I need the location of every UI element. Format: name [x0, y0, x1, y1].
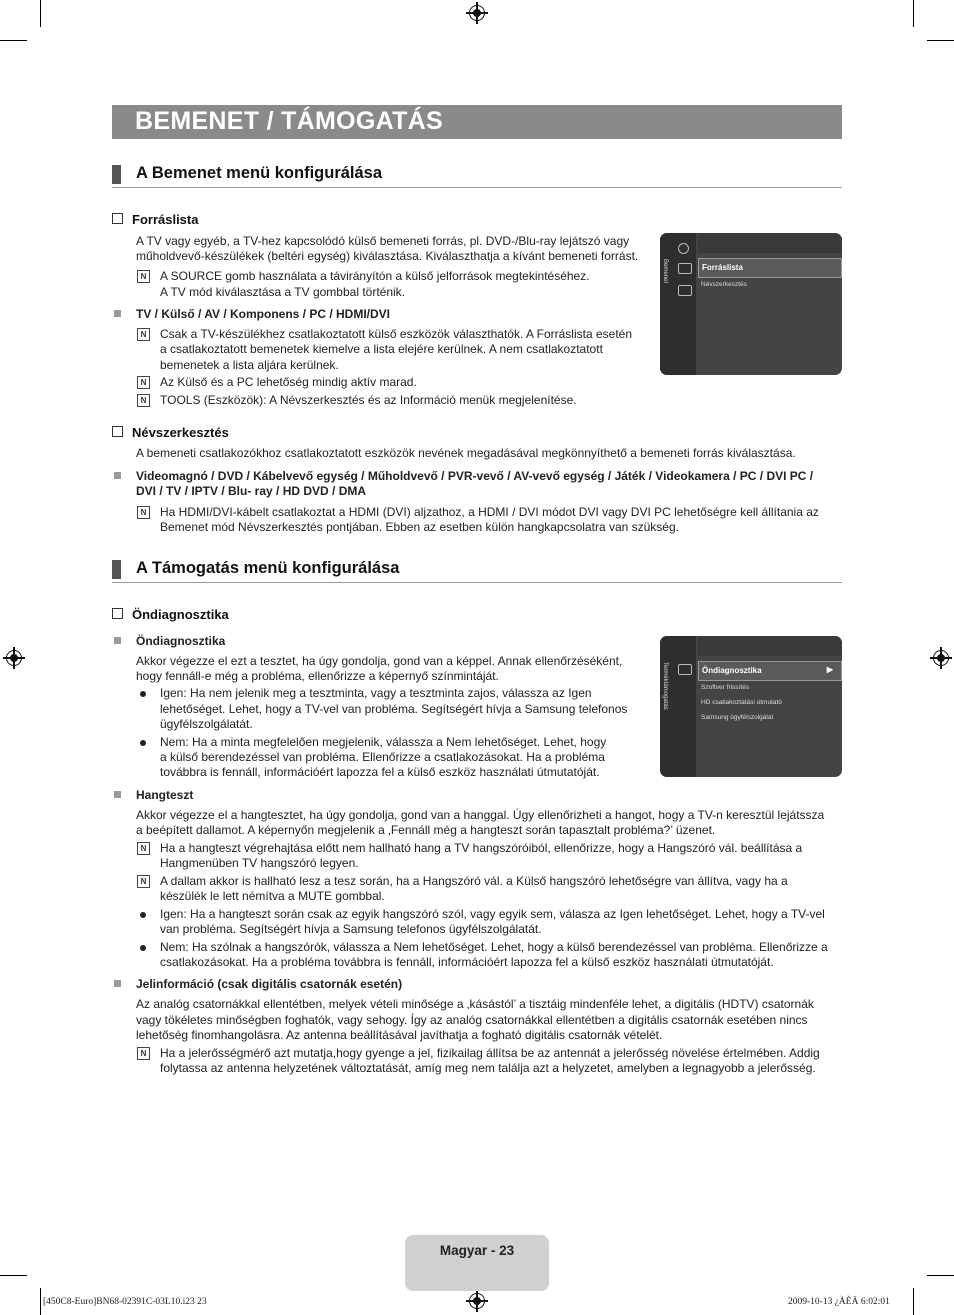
section-title: A Bemenet menü konfigurálása [136, 164, 383, 182]
note-text: Ha a jelerősségmérő azt mutatja,hogy gyenge a jel, fizikailag állítsa be az antennát a jelerősség növelése értelmében. Addig [160, 1046, 820, 1060]
page-number-box [405, 1235, 549, 1291]
subheading-ondiagnosztika: Öndiagnosztika [112, 607, 229, 622]
bullet-text: csatlakozásokat. Ha a probléma továbbra is fennáll, információért lapozza fel a külső eszköz használati útmutatóját. [160, 955, 774, 969]
print-info-left: [450C8-Euro]BN68-02391C-03L10.i23 23 [43, 1297, 207, 1307]
osd-side-label: Terméktámogatás [662, 662, 668, 710]
support-icon [678, 664, 692, 675]
input-icon [678, 263, 692, 274]
checkbox-icon [112, 213, 123, 224]
paragraph: lehetőség finomhangolásra. Az antenna beállításával javíthatja a fogható digitális csatornák vételét. [136, 1028, 663, 1042]
note-text: folytassa az antenna helyzetének változtatását, amíg meg nem találja azt a helyzetet, amelyben a legnagyobb a jelerősség. [160, 1061, 816, 1075]
note-text: Csak a TV-készülékhez csatlakoztatott külső eszközök választhatók. A Forráslista esetén [160, 327, 633, 341]
paragraph: hogy fennáll-e még a probléma, ellenőrizze a képernyő színmintáját. [136, 669, 499, 683]
osd-menu-item[interactable]: Samsung ügyfélszolgálat [701, 714, 774, 721]
bullet-icon [140, 740, 146, 746]
item-label: Hangteszt [136, 788, 194, 802]
note-text: Ha a hangteszt végrehajtása előtt nem hallható hang a TV hangszóróiból, ellenőrizze, hogy a Hangszóró vál. beállítása a [160, 841, 803, 855]
subheading-nevszerkesztes: Névszerkesztés [112, 425, 229, 440]
bullet-text: Nem: Ha szólnak a hangszórók, válassza a Nem lehetőséget. Lehet, hogy a külső berendezéssel van probléma. Ellenőrizze a [160, 940, 828, 954]
note-icon: N [137, 506, 150, 519]
bullet-icon [140, 945, 146, 951]
arrow-right-icon: ▶ [826, 665, 833, 674]
note-text: A SOURCE gomb használata a távirányítón a külső jelforrások megtekintéséhez. [160, 269, 590, 283]
square-bullet-icon [114, 791, 121, 798]
item-label: TV / Külső / AV / Komponens / PC / HDMI/DVI [136, 307, 391, 321]
subheading-forraslista: Forráslista [112, 212, 198, 227]
osd-menu-item[interactable]: HD csatlakoztatási útmutató [701, 699, 782, 706]
note-text: bemenetek a lista aljára kerülnek. [160, 358, 339, 372]
checkbox-icon [112, 426, 123, 437]
osd-highlight[interactable]: Forráslista [698, 258, 842, 278]
print-info-right: 2009-10-13 ¿ÀÈÄ 6:02:01 [788, 1297, 890, 1307]
section-title: A Támogatás menü konfigurálása [136, 559, 400, 577]
paragraph: a beépített dallamot. A képernyőn megjelenik a ‚Fennáll még a hangteszt során tapasztalt probléma?’ üzenet. [136, 823, 716, 837]
checkbox-icon [112, 608, 123, 619]
square-bullet-icon [114, 310, 121, 317]
paragraph: vagy tökéletes minőségben foghatók, vagy sehogy. Így az analóg csatornákkal ellentétben a digitális csatornák esetében nincs [136, 1013, 808, 1027]
registration-mark-right [933, 650, 949, 666]
bullet-text: lehetőséget. Lehet, hogy a TV-vel van probléma. Segítségért hívja a Samsung telefonos [160, 702, 628, 716]
bullet-text: van probléma. Segítségért hívja a Samsung telefonos ügyfélszolgálatát. [160, 922, 542, 936]
registration-mark-top [469, 5, 485, 21]
page-title: BEMENET / TÁMOGATÁS [135, 107, 444, 135]
bullet-text: Igen: Ha nem jelenik meg a tesztminta, vagy a tesztminta zajos, válassza az Igen [160, 686, 592, 700]
note-icon: N [137, 394, 150, 407]
item-label: Videomagnó / DVD / Kábelvevő egység / Műholdvevő / PVR-vevő / AV-vevő egység / Játék / Videokamera / PC / DVI PC / [136, 469, 814, 483]
item-label: DVI / TV / IPTV / Blu- ray / HD DVD / DMA [136, 484, 367, 498]
bullet-text: a külső berendezéssel van probléma. Ellenőrizze a csatlakozásokat. Ha a probléma [160, 750, 605, 764]
note-text: Ha HDMI/DVI-kábelt csatlakoztat a HDMI (DVI) aljzathoz, a HDMI / DVI módot DVI vagy DVI PC lehetőségre kell állítania az [160, 505, 819, 519]
note-icon: N [137, 842, 150, 855]
note-icon: N [137, 376, 150, 389]
paragraph: Az analóg csatornákkal ellentétben, melyek vételi minősége a ‚kásástól’ a tisztáig mindenféle lehet, a digitális (HDTV) csatornák [136, 997, 814, 1011]
section-header-tamogatas [112, 560, 842, 583]
support-icon [678, 285, 692, 296]
square-bullet-icon [114, 472, 121, 479]
note-text: Az Külső és a PC lehetőség mindig aktív marad. [160, 375, 417, 389]
osd-highlight[interactable]: Öndiagnosztika ▶ [698, 661, 842, 681]
note-text: a csatlakoztatott bemenetek kiemelve a lista elejére kerülnek. A nem csatlakoztatott [160, 342, 603, 356]
note-text: készülék le lett némítva a MUTE gombbal. [160, 889, 385, 903]
note-icon: N [137, 270, 150, 283]
paragraph: A TV vagy egyéb, a TV-hez kapcsolódó külső bemeneti forrás, pl. DVD-/Blu-ray lejátszó vagy [136, 234, 630, 248]
note-icon: N [137, 875, 150, 888]
bullet-text: továbbra is fennáll, információért lapozza fel a külső eszköz használati útmutatóját. [160, 765, 600, 779]
note-text: TOOLS (Eszközök): A Névszerkesztés és az Információ menük megjelenítése. [160, 393, 577, 407]
paragraph: Akkor végezze el a hangtesztet, ha úgy gondolja, gond van a hanggal. Úgy ellenőrizheti a hangot, hogy a TV-n keresztül lejátssza [136, 808, 825, 822]
osd-menu-item[interactable]: Névszerkesztés [701, 281, 747, 288]
section-header-bemenet [112, 165, 842, 188]
note-text: Hangmenüben TV hangszóró legyen. [160, 856, 359, 870]
settings-icon [678, 243, 689, 254]
osd-side-label: Bemenet [662, 259, 668, 284]
note-text: A TV mód kiválasztása a TV gombbal történik. [160, 285, 406, 299]
osd-menu-tamogatas [660, 636, 842, 777]
square-bullet-icon [114, 637, 121, 644]
paragraph: A bemeneti csatlakozókhoz csatlakoztatott eszközök nevének megadásával megkönnyíthető a bemeneti forrás kiválasztása. [136, 446, 796, 460]
osd-menu-item[interactable]: Szoftver frissítés [701, 684, 750, 691]
paragraph: Akkor végezze el ezt a tesztet, ha úgy gondolja, gond van a képpel. Annak ellenőrzéséként, [136, 654, 623, 668]
registration-mark-bottom [469, 1293, 485, 1309]
note-text: Bemenet mód Névszerkesztés pontjában. Ebben az esetben külön hangkapcsolatra van szükség. [160, 520, 679, 534]
square-bullet-icon [114, 980, 121, 987]
page-title-bar [112, 105, 842, 139]
page-number: Magyar - 23 [439, 1243, 515, 1258]
note-text: A dallam akkor is hallható lesz a tesz során, ha a Hangszóró vál. a Külső hangszóró lehetőségre van állítva, vagy ha a [160, 874, 788, 888]
note-icon: N [137, 1047, 150, 1060]
bullet-icon [140, 691, 146, 697]
item-label: Jelinformáció (csak digitális csatornák esetén) [136, 977, 403, 991]
paragraph: műholdvevő-készülékek (beltéri egység) kiválasztása. Kiválaszthatja a kívánt bemeneti forrást. [136, 249, 639, 263]
registration-mark-left [6, 650, 22, 666]
bullet-text: ügyfélszolgálatát. [160, 717, 253, 731]
bullet-text: Igen: Ha a hangteszt során csak az egyik hangszóró szól, vagy egyik sem, válasza az Igen lehetőséget. Lehet, hogy a TV-vel [160, 907, 825, 921]
osd-menu-bemenet [660, 233, 842, 375]
bullet-text: Nem: Ha a minta megfelelően megjelenik, válassza a Nem lehetőséget. Lehet, hogy [160, 735, 607, 749]
bullet-icon [140, 912, 146, 918]
note-icon: N [137, 328, 150, 341]
item-label: Öndiagnosztika [136, 634, 226, 648]
